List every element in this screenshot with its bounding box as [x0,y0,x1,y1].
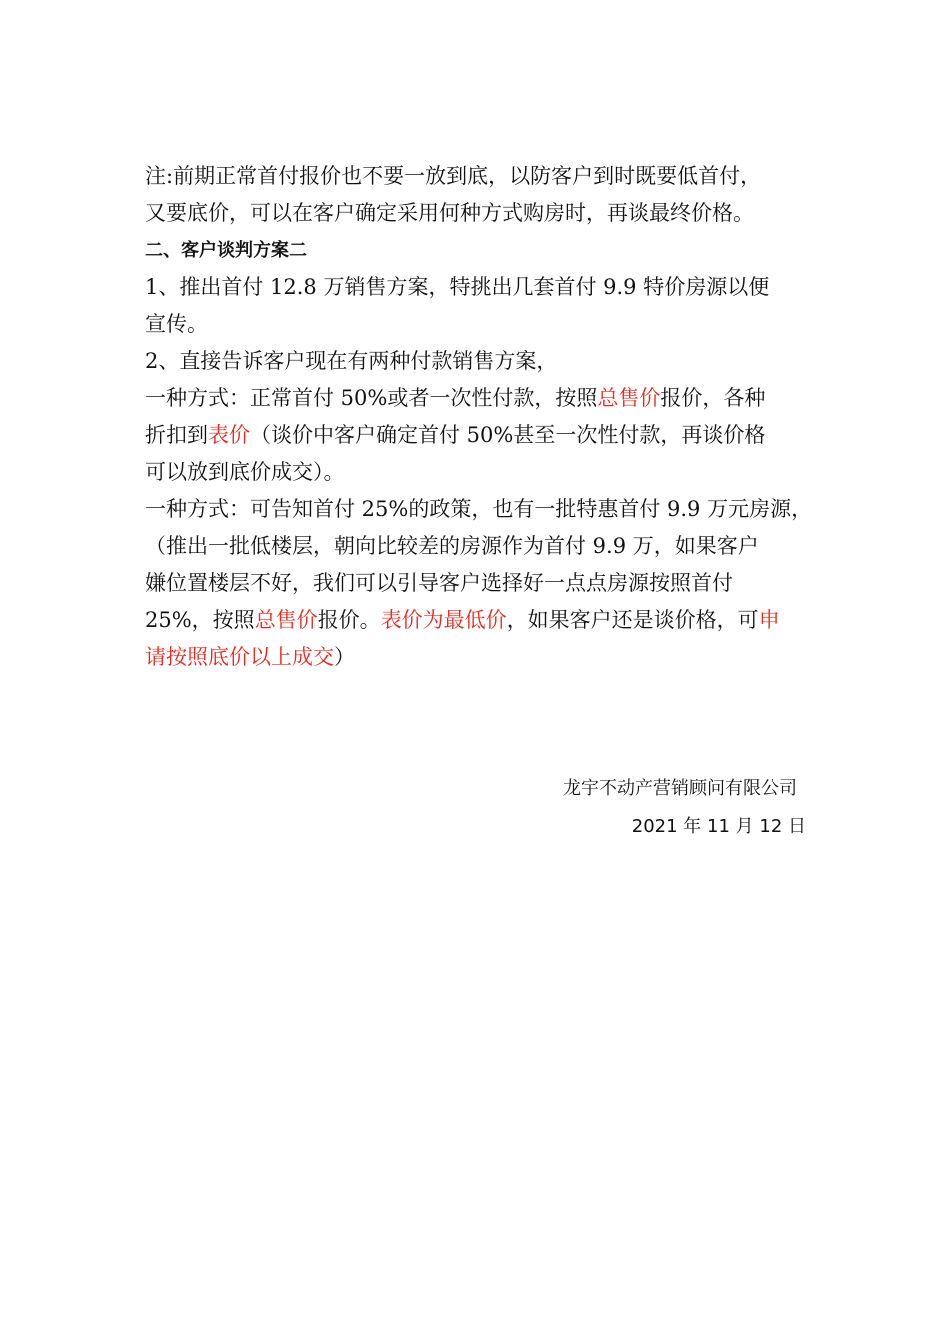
text-segment: 1、推出首付 12.8 万销售方案，特挑出几套首付 9.9 特价房源以便 [145,275,770,299]
paragraph-line [145,269,810,306]
text-segment: 折扣到 [145,423,208,447]
text-segment: 注:前期正常首付报价也不要一放到底，以防客户到时既要低首付， [145,164,762,188]
highlighted-text: 请按照底价以上成交 [145,645,334,669]
paragraph-line [145,454,810,491]
signature-block [563,770,806,846]
highlighted-text: 总售价 [254,608,318,632]
text-segment: （谈价中客户确定首付 50%甚至一次性付款，再谈价格 [250,423,766,447]
section-heading [145,232,810,269]
text-segment: 嫌位置楼层不好，我们可以引导客户选择好一点点房源按照首付 [145,571,733,595]
paragraph-line [145,528,810,565]
paragraph-line [145,565,810,602]
paragraph-line [145,602,810,639]
document-date: 2021 年 11 月 12 日 [631,816,806,837]
paragraph-line [145,380,810,417]
paragraph-line [145,639,810,676]
text-segment: 二、客户谈判方案二 [145,240,307,261]
paragraph-line [145,417,810,454]
text-segment: 又要底价，可以在客户确定采用何种方式购房时，再谈最终价格。 [145,201,754,225]
paragraph-line [145,158,810,195]
text-segment: ） [334,645,355,669]
document-body [145,158,813,676]
company-name: 龙宇不动产营销顾问有限公司 [563,778,797,799]
paragraph-line [145,343,810,380]
paragraph-line [145,195,810,232]
highlighted-text: 表价为最低价 [380,608,507,632]
text-segment: 25%，按照 [145,608,255,632]
text-segment: 报价，各种 [660,386,766,410]
text-segment: 宣传。 [145,312,208,336]
text-segment: ，如果客户还是谈价格，可 [506,608,759,632]
text-segment: 一种方式：可告知首付 25%的政策，也有一批特惠首付 9.9 万元房源， [145,497,813,521]
paragraph-line [145,306,810,343]
text-segment: 可以放到底价成交）。 [145,460,345,484]
text-segment: 2、直接告诉客户现在有两种付款销售方案， [145,349,558,373]
paragraph-line [145,491,813,528]
highlighted-text: 表价 [208,423,250,447]
text-segment: 报价。 [317,608,381,632]
text-segment: （推出一批低楼层，朝向比较差的房源作为首付 9.9 万，如果客户 [145,534,759,558]
highlighted-text: 总售价 [597,386,661,410]
text-segment: 一种方式：正常首付 50%或者一次性付款，按照 [145,386,598,410]
highlighted-text: 申 [758,608,780,632]
